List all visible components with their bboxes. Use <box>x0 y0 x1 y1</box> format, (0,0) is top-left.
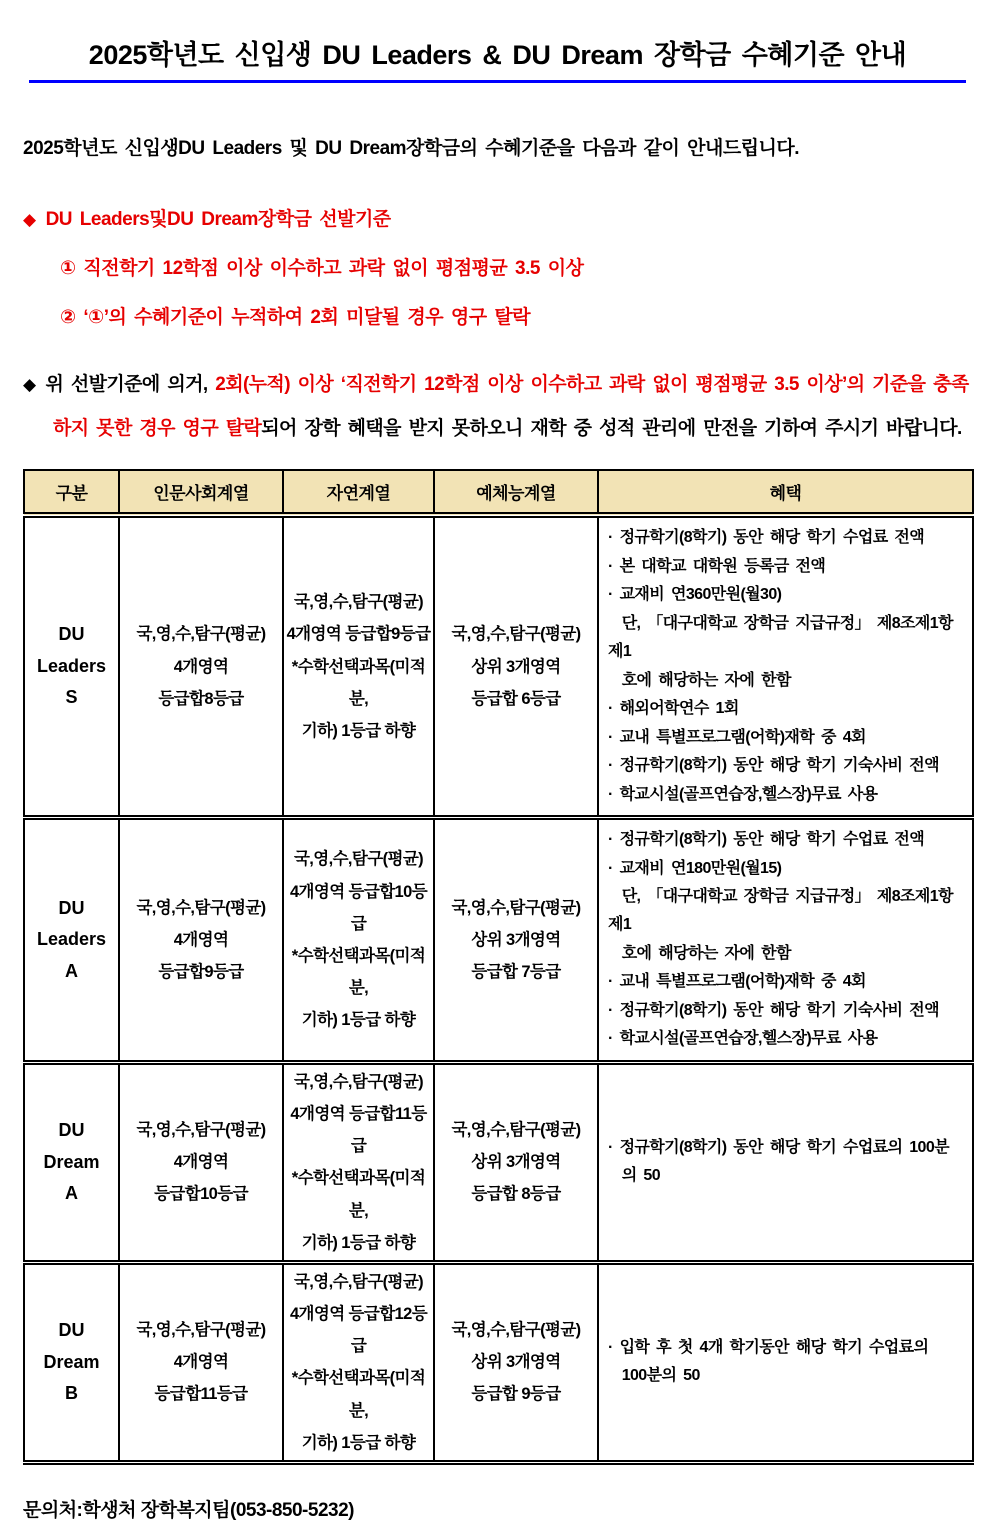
text-line: A <box>65 1183 78 1204</box>
text-line: 기하) 1등급 하향 <box>301 1011 416 1030</box>
table-row-du-leaders-s <box>24 515 973 817</box>
text-line: 등급합 6등급 <box>471 689 561 708</box>
text-line: 기하) 1등급 하향 <box>301 721 416 740</box>
text-line: Leaders <box>36 655 107 676</box>
selection-criteria-section <box>23 204 972 329</box>
header-arts-sports: 예체능계열 <box>434 470 598 515</box>
text-line: 4개영역 등급합9등급 <box>286 625 431 644</box>
cell-natural <box>283 1262 434 1462</box>
header-benefits: 혜택 <box>598 470 973 515</box>
text-line: 호에 해당하는 자에 한함 <box>608 944 791 962</box>
text-line: · 정규학기(8학기) 동안 해당 학기 기숙사비 전액 <box>608 1001 939 1019</box>
text-line: 국,영,수,탐구(평균) <box>136 625 266 644</box>
text-line: DU <box>58 624 85 645</box>
text-line: 단, 「대구대학교 장학금 지급규정」 제8조제1항제1 <box>608 888 953 934</box>
text-line: · 학교시설(골프연습장,헬스장)무료 사용 <box>608 785 878 803</box>
text-line: 상위 3개영역 <box>471 1153 561 1172</box>
text-line: 국,영,수,탐구(평균) <box>451 898 581 917</box>
criteria-item-2: ② ‘①’의 수혜기준이 누적하여 2회 미달될 경우 영구 탈락 <box>60 307 531 328</box>
text-line: 단, 「대구대학교 장학금 지급규정」 제8조제1항제1 <box>608 614 953 661</box>
cell-humanities <box>119 1262 283 1462</box>
text-line: 등급합9등급 <box>158 963 244 982</box>
selection-criteria-heading <box>23 204 972 231</box>
text-line: Leaders <box>36 929 107 950</box>
text-line: 국,영,수,탐구(평균) <box>293 850 424 869</box>
text-line: 상위 3개영역 <box>471 657 561 676</box>
text-line: 등급합 9등급 <box>471 1385 561 1404</box>
text-line: 국,영,수,탐구(평균) <box>136 898 266 917</box>
cell-grade-name <box>24 515 119 817</box>
text-line: · 입학 후 첫 4개 학기동안 해당 학기 수업료의 <box>608 1338 929 1356</box>
cell-grade-name <box>24 1262 119 1462</box>
text-line: 등급합11등급 <box>154 1385 248 1404</box>
text-line: 4개영역 <box>173 1153 229 1172</box>
text-line: 4개영역 <box>173 1353 229 1372</box>
text-line: 호에 해당하는 자에 한함 <box>608 671 791 689</box>
text-line: DU <box>58 897 85 918</box>
text-line: 4개영역 등급합12등급 <box>289 1305 428 1356</box>
selection-criteria-heading-text: DU Leaders및DU Dream장학금 선발기준 <box>45 209 391 230</box>
text-line: 상위 3개영역 <box>471 930 561 949</box>
cell-natural <box>283 515 434 817</box>
text-line: · 교내 특별프로그램(어학)재학 중 4회 <box>608 973 866 991</box>
text-line: *수학선택과목(미적분, <box>291 946 426 998</box>
text-line: 4개영역 등급합11등급 <box>290 1104 427 1156</box>
text-line: 등급합 7등급 <box>471 963 561 982</box>
cell-grade-name <box>24 1062 119 1262</box>
text-line: · 학교시설(골프연습장,헬스장)무료 사용 <box>608 1030 878 1048</box>
text-line: 4개영역 <box>173 657 229 676</box>
text-line: 등급합10등급 <box>154 1185 248 1204</box>
text-line: 국,영,수,탐구(평균) <box>293 1072 424 1091</box>
diamond-bullet-icon: ◆ <box>23 375 36 394</box>
text-line: · 정규학기(8학기) 동안 해당 학기 수업료의 100분 <box>608 1138 950 1156</box>
text-line: · 교재비 연180만원(월15) <box>608 859 782 877</box>
text-line: · 해외어학연수 1회 <box>608 700 739 718</box>
title-rule <box>29 80 966 83</box>
cell-arts <box>434 515 598 817</box>
text-line: 국,영,수,탐구(평균) <box>293 593 424 612</box>
text-line: · 정규학기(8학기) 동안 해당 학기 수업료 전액 <box>608 831 925 849</box>
text-line: 등급합 8등급 <box>471 1185 561 1204</box>
text-line: *수학선택과목(미적분, <box>291 1369 426 1420</box>
text-line: 국,영,수,탐구(평균) <box>451 1121 581 1140</box>
table-row-du-leaders-a <box>24 818 973 1063</box>
text-line: Dream <box>43 1351 100 1372</box>
text-line: 국,영,수,탐구(평균) <box>136 1121 266 1140</box>
text-line: 상위 3개영역 <box>471 1353 561 1372</box>
cell-humanities <box>119 818 283 1063</box>
cell-grade-name <box>24 818 119 1063</box>
table-row-du-dream-a <box>24 1062 973 1262</box>
cell-natural <box>283 1062 434 1262</box>
scholarship-table <box>23 469 974 1465</box>
cell-benefits <box>598 1262 973 1462</box>
text-line: · 교내 특별프로그램(어학)재학 중 4회 <box>608 728 866 746</box>
text-line: Dream <box>43 1151 100 1172</box>
text-line: DU <box>58 1320 85 1341</box>
cell-benefits <box>598 1062 973 1262</box>
header-humanities: 인문사회계열 <box>119 470 283 515</box>
text-line: A <box>65 960 78 981</box>
text-line: 국,영,수,탐구(평균) <box>451 1321 581 1340</box>
text-line: 100분의 50 <box>608 1367 700 1385</box>
warning-red-emphasis: 2회(누적) 이상 ‘직전학기 12학점 이상 이수하고 과락 없이 평점평균 3.5 이상’의 기준을 충족하지 못한 경우 영구 탈락 <box>53 374 969 439</box>
text-line: · 본 대학교 대학원 등록금 전액 <box>608 557 826 575</box>
warning-paragraph <box>23 363 972 450</box>
cell-humanities <box>119 515 283 817</box>
text-line: · 정규학기(8학기) 동안 해당 학기 수업료 전액 <box>608 529 925 547</box>
cell-natural <box>283 818 434 1063</box>
contact-info: 문의처:학생처 장학복지팀(053-850-5232) <box>23 1499 354 1521</box>
table-header-row <box>24 470 973 515</box>
text-line: 등급합8등급 <box>158 689 244 708</box>
cell-arts <box>434 818 598 1063</box>
text-line: 기하) 1등급 하향 <box>301 1433 416 1452</box>
text-line: · 정규학기(8학기) 동안 해당 학기 기숙사비 전액 <box>608 757 939 775</box>
text-line: 국,영,수,탐구(평균) <box>136 1321 266 1340</box>
header-natural-sciences: 자연계열 <box>283 470 434 515</box>
text-line: 국,영,수,탐구(평균) <box>451 625 581 644</box>
text-line: *수학선택과목(미적분, <box>291 1169 426 1220</box>
text-line: 의 50 <box>608 1167 661 1185</box>
text-line: · 교재비 연360만원(월30) <box>608 586 782 604</box>
text-line: S <box>65 687 78 708</box>
page-title: 2025학년도 신입생 DU Leaders & DU Dream 장학금 수혜기준 안내 <box>88 40 907 70</box>
text-line: DU <box>58 1120 85 1141</box>
text-line: 기하) 1등급 하향 <box>301 1233 416 1252</box>
intro-paragraph: 2025학년도 신입생DU Leaders 및 DU Dream장학금의 수혜기준을 다음과 같이 안내드립니다. <box>23 138 800 159</box>
text-line: 4개영역 <box>173 930 229 949</box>
text-line: 국,영,수,탐구(평균) <box>293 1272 424 1291</box>
cell-benefits <box>598 818 973 1063</box>
text-line: *수학선택과목(미적분, <box>291 657 426 708</box>
table-row-du-dream-b <box>24 1262 973 1462</box>
diamond-bullet-icon: ◆ <box>23 210 36 229</box>
criteria-item-1: ① 직전학기 12학점 이상 이수하고 과락 없이 평점평균 3.5 이상 <box>60 258 584 279</box>
text-line: 4개영역 등급합10등급 <box>289 882 428 933</box>
header-category: 구분 <box>24 470 119 515</box>
warning-black-prefix: 위 선발기준에 의거, <box>45 374 216 395</box>
cell-arts <box>434 1062 598 1262</box>
text-line: B <box>65 1383 78 1404</box>
cell-humanities <box>119 1062 283 1262</box>
warning-black-suffix: 되어 장학 혜택을 받지 못하오니 재학 중 성적 관리에 만전을 기하여 주시기 바랍니다. <box>261 417 962 439</box>
cell-arts <box>434 1262 598 1462</box>
cell-benefits <box>598 515 973 817</box>
